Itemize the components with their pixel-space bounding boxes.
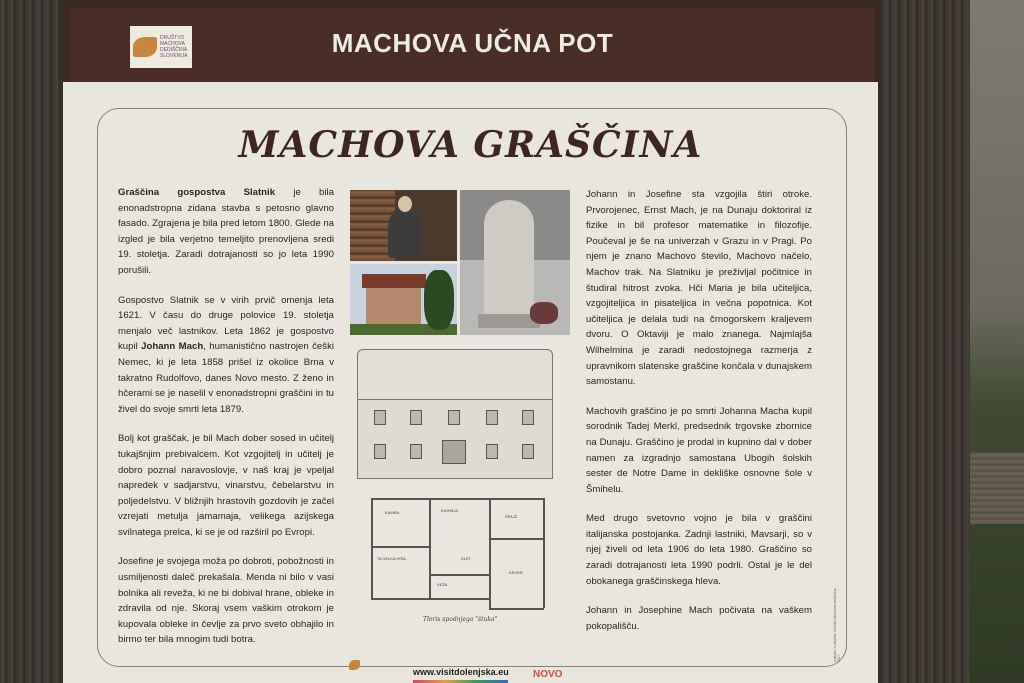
paragraph: Johann in Josefine sta vzgojila štiri otroke. Prvorojenec, Ernst Mach, je na Dunaju doktoriral iz fizike in bil profesor matematike in filozofije. Poučeval je še na univerzah v Grazu in v Pragi. Po njem je znano Machovo število, Machovo načelo, Machov trak. Na Slatniku je preživljal počitnice in študiral hitrost zvoka. Hči Maria je bila učiteljica, vzgojiteljica in pisateljica in večna popotnica. Kot učiteljica je delala tudi na črnogorskem kraljevem dvoru. O Oktaviji je malo znanega. Najmlajša Wilhelmina je zaradi nedostojnega razmerja z upravnikom slatenske graščine končala v dunajskem samostanu. — [586, 189, 812, 388]
portrait-photo — [350, 190, 457, 261]
trail-title: MACHOVA UČNA POT — [331, 28, 614, 58]
butterfly-icon — [349, 660, 360, 670]
left-text-column — [118, 185, 334, 662]
floor-plan-drawing: KAMRA KUHINJA ŠPAJZ KEVDR TA VELKA HIŠA VEŽA KLET — [371, 498, 549, 616]
information-panel — [63, 82, 878, 683]
right-wooden-post — [875, 0, 970, 683]
sign-header — [70, 8, 875, 82]
logo-text: DRUŠTVO MACHOVA DEDIŠČINA SLOVENIJA — [160, 35, 188, 59]
paragraph: Johann in Josephine Mach počivata na vaškem pokopališču. — [586, 605, 812, 632]
partner-logo: NOVO — [533, 669, 563, 680]
sign-title: MACHOVA GRAŠČINA — [238, 124, 703, 166]
paragraph: Med drugo svetovno vojno je bila v graščini italijanska postojanka. Zadnji lastniki, Mavsarji, so v njej živeli od leta 1906 do leta 1980. Graščino so zaradi dotrajanosti leta 1990 podrli. Ostal je le del obokanega graščinskega hleva. — [586, 513, 812, 587]
manor-elevation-drawing — [357, 349, 553, 479]
footer-url: www.visitdolenjska.eu — [413, 667, 509, 677]
manor-photo — [350, 264, 457, 335]
floor-plan-caption: Tloris spodnjega "štuka" — [423, 616, 498, 623]
gravestone-photo — [460, 190, 570, 335]
paragraph: Bolj kot graščak, je bil Mach dober sosed in učitelj tukajšnjim prebivalcem. Kot vzgojitelj in učitelj je dobro poznal naravoslovje, v naš kraj je vpeljal napredek v sadjarstvu, vinarstvu, čebelarstvu in poljedelstvu. V bližnjih hrastovih gozdovih je začel vzrejati metulja jamamaja, velikega azijskega svilnatega prelca, ki se je od razširil po Evropi. — [118, 433, 334, 538]
background-landscape — [965, 0, 1024, 683]
left-wooden-post — [0, 0, 70, 683]
paragraph: Machovih graščino je po smrti Johanna Macha kupil sorodnik Tadej Merkl, predsednik trgovske zbornice na Dunaju. Graščino je prodal in kupnino dal v dober namen za izgradnjo samostana Ubogih šolskih sester de Notre Dame in dekliške osnovne šole v Šmihelu. — [586, 405, 812, 495]
paragraph: Gospostvo Slatnik se v virih prvič omenja leta 1621. V času do druge polovice 19. stoletja menjalo več lastnikov. Leta 1862 je gospostvo kupil Johann Mach, humanistično nastrojen češki Nemec, ki je leta 1858 prišel iz okolice Brna v takratno Rudolfovo, danes Novo mesto. Z ženo in hčerami se je naselil v enonadstropni graščini in tu živel do svoje smrti leta 1879. — [118, 294, 334, 415]
footer-logo — [349, 660, 373, 678]
paragraph: Graščina gospostva Slatnik je bila enonadstropna zidana stavba s petosno glavno fasado. Zgrajena je bila pred letom 1800. Glede na izgled je bila verjetno temeljito prenovljena sredi 19. stoletja. Zaradi dotrajanosti so jo leta 1990 porušili. — [118, 187, 334, 276]
paragraph: Josefine je svojega moža po dobroti, pobožnosti in usmiljenosti daleč prekašala. Menda ni bilo v vasi bolnika ali reveža, ki ne bi dobival hrane, obleke in zdravila od nje. Skoraj vsem vaškim otrokom je kupovala obleke in čevlje za prvo sveto obhajilo in birmo ter bila mnogim tudi botra. — [118, 556, 334, 646]
wooden-rail — [965, 452, 1024, 524]
right-text-column — [586, 187, 812, 648]
fine-print: Izdelalo in založilo: Društvo Machova dediščina, 2017 — [833, 587, 841, 662]
